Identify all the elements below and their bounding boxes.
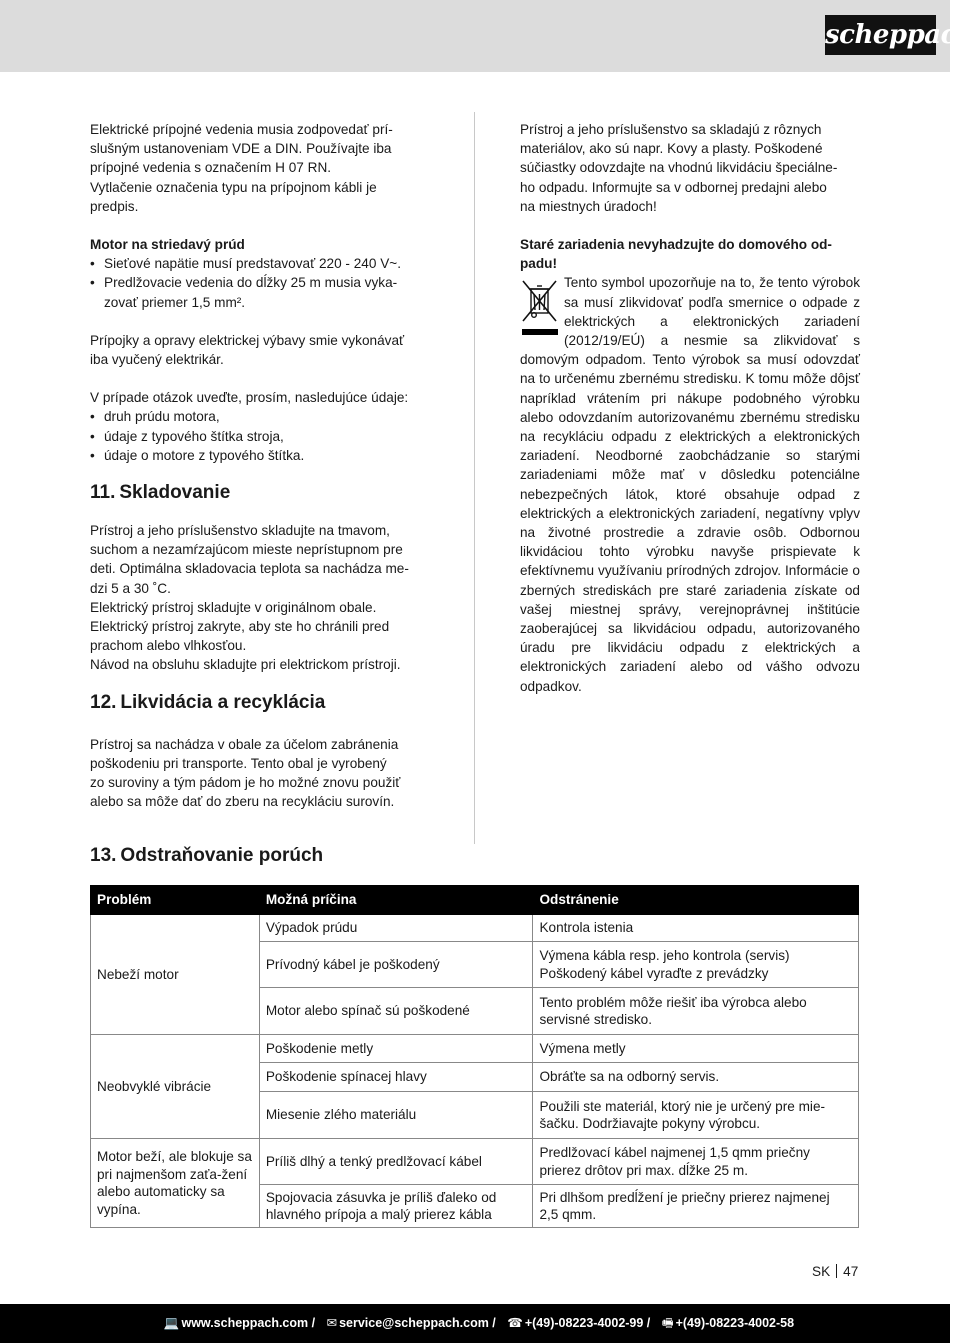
column-header: Možná príčina	[259, 886, 533, 915]
text-line: slušným ustanoveniam VDE a DIN. Používajte iba	[90, 141, 392, 157]
table-row	[91, 1139, 859, 1185]
fax-number: +(49)-08223-4002-58	[675, 1316, 795, 1330]
crossed-out-wheelie-bin-icon	[520, 277, 560, 339]
weee-notice	[520, 273, 860, 695]
website-link[interactable]: www.scheppach.com /	[181, 1316, 316, 1330]
disposal-text	[90, 735, 430, 812]
text-line: zo suroviny a tým pádom je ho možné znovu použiť	[90, 775, 401, 791]
cause-cell: Výpadok prúdu	[259, 915, 533, 942]
text-line: predpis.	[90, 198, 139, 214]
text-line: materiálov, ako sú napr. Kovy a plasty. Poškodené	[520, 141, 823, 157]
text-line: prachom alebo vlhkosťou.	[90, 638, 247, 654]
fix-cell: Predlžovací kábel najmenej 1,5 qmm priečny prierez drôtov pri max. dĺžke 25 m.	[533, 1139, 859, 1185]
text-line: Elektrický prístroj zakryte, aby ste ho chránili pred	[90, 619, 390, 635]
storage-text	[90, 521, 430, 675]
telephone-icon: ☎	[507, 1316, 523, 1330]
cause-cell: Príliš dlhý a tenký predlžovací kábel	[259, 1139, 533, 1185]
table-header-row	[91, 886, 859, 915]
fix-cell: Použili ste materiál, ktorý nie je určený pre mie-šačku. Dodržiavajte pokyny výrobcu.	[533, 1092, 859, 1139]
column-header: Problém	[91, 886, 260, 915]
text-line: Prípojky a opravy elektrickej výbavy smie vykonávať	[90, 332, 405, 348]
questions-bullet-list	[90, 407, 430, 465]
left-column	[90, 120, 430, 811]
text-line: Elektrické prípojné vedenia musia zodpovedať prí-	[90, 122, 393, 137]
email-link[interactable]: service@scheppach.com /	[339, 1316, 496, 1330]
text-line: na miestnych úradoch!	[520, 198, 657, 214]
page-number-value: 47	[843, 1264, 859, 1279]
cause-cell: Poškodenie metly	[259, 1035, 533, 1063]
connections-note	[90, 331, 430, 369]
questions-intro: V prípade otázok uveďte, prosím, nasledujúce údaje:	[90, 390, 409, 406]
section-12-heading	[90, 691, 430, 715]
text-line: poškodeniu pri transporte. Tento obal je vyrobený	[90, 755, 387, 771]
computer-icon: 💻	[163, 1316, 180, 1330]
list-item: • Sieťové napätie musí predstavovať 220 - 240 V~.	[90, 254, 430, 273]
section-title: Odstraňovanie porúch	[120, 845, 324, 866]
electrical-intro	[90, 120, 430, 216]
problem-cell: Neobvyklé vibrácie	[91, 1035, 260, 1139]
column-divider	[474, 112, 475, 844]
materials-intro	[520, 120, 860, 216]
weee-paragraph: Tento symbol upozorňuje na to, že tento výrobok sa musí zlikvidovať podľa smernice o odpade z elektrických a elektronických zariadení (2012/19/EÚ) a nesmie sa zlikvidovať s domovým odpadom. Tento výrobok sa musí odovzdať na to určenému zbernému stredisku. K tomu môže dôjsť napríklad vrátením pri nákupe podobného výrobku alebo odovzdaním autorizovanému zbernému stredisku na recykláciu odpadu z elektrických a elektronických zariadení. Neodborné zaobchádzanie so starými zariadeniami môže mať v dôsledku potenciálne nebezpečných látok, ktoré obsahuje odpad z elektrických a elektronických zariadení, negatívny vplyv na životné prostredie a zdravie osôb. Odbornou likvidáciou tohto výrobku navyše prispievate k efektívnemu využívaniu prírodných zdrojov. Informácie o zberných strediskách pre staré zariadenia získate od vašej miestnej správy, verejnoprávnej inštitúcie zaoberajúcej sa likvidáciou odpadu, autorizovaného úradu pre likvidáciu odpadu z elektrických a elektronických zariadení alebo od vášho odvozu odpadkov.	[520, 275, 860, 694]
text-line: Prístroj sa nachádza v obale za účelom zabránenia	[90, 736, 399, 752]
header-band	[0, 0, 950, 72]
text-line: Návod na obsluhu skladujte pri elektrickom prístroji.	[90, 657, 401, 673]
problem-cell: Nebeží motor	[91, 915, 260, 1035]
section-number: 13.	[90, 845, 117, 866]
section-number: 11.	[90, 482, 116, 504]
text-line: ho odpadu. Informujte sa v odbornej predajni alebo	[520, 179, 827, 195]
phone-number: +(49)-08223-4002-99 /	[524, 1316, 651, 1330]
list-item: • Predlžovacie vedenia do dĺžky 25 m musia vyka-zovať priemer 1,5 mm².	[90, 273, 430, 311]
cause-cell: Miesenie zlého materiálu	[259, 1092, 533, 1139]
column-header: Odstránenie	[533, 886, 859, 915]
motor-heading: Motor na striedavý prúd	[90, 237, 245, 253]
section-number: 12.	[90, 691, 117, 713]
section-title: Likvidácia a recyklácia	[120, 691, 326, 713]
text-line: alebo sa môže dať do zberu na recykláciu surovín.	[90, 794, 395, 810]
fax-icon: 🖷	[661, 1316, 674, 1330]
text-line: Prístroj a jeho príslušenstvo skladujte na tmavom,	[90, 523, 390, 539]
fix-cell: Výmena metly	[533, 1035, 859, 1063]
table-row	[91, 1035, 859, 1063]
fix-cell: Obráťte sa na odborný servis.	[533, 1063, 859, 1092]
text-line: Prístroj a jeho príslušenstvo sa skladajú z rôznych	[520, 122, 822, 137]
fix-cell: Výmena kábla resp. jeho kontrola (servis) Poškodený kábel vyraďte z prevádzky	[533, 942, 859, 988]
text-line: iba vyučený elektrikár.	[90, 352, 224, 368]
scheppach-logo: scheppach	[825, 15, 936, 55]
section-13-heading	[90, 844, 323, 868]
text-line: suchom a nezamŕzajúcom mieste neprístupnom pre	[90, 542, 403, 558]
list-item: • údaje o motore z typového štítka.	[90, 446, 430, 465]
envelope-icon: ✉	[326, 1316, 338, 1330]
text-line: súčiastky odovzdajte na vhodnú likvidáciu špeciálne-	[520, 160, 838, 176]
troubleshooting-table	[90, 885, 859, 1228]
right-column	[520, 120, 860, 696]
language-code: SK	[812, 1264, 831, 1279]
list-item: • druh prúdu motora,	[90, 407, 430, 426]
text-line: Elektrický prístroj skladujte v originálnom obale.	[90, 599, 377, 615]
fix-cell: Kontrola istenia	[533, 915, 859, 942]
page-number	[812, 1264, 858, 1279]
fix-cell: Tento problém môže riešiť iba výrobca alebo servisné stredisko.	[533, 988, 859, 1035]
footer-bar	[0, 1304, 950, 1343]
text-line: prípojné vedenia s označením H 07 RN.	[90, 160, 332, 176]
motor-bullet-list	[90, 254, 430, 312]
cause-cell: Spojovacia zásuvka je príliš ďaleko od hlavného prípoja a malý prierez kábla	[259, 1185, 533, 1228]
cause-cell: Motor alebo spínač sú poškodené	[259, 988, 533, 1035]
section-title: Skladovanie	[119, 482, 231, 504]
cause-cell: Prívodný kábel je poškodený	[259, 942, 533, 988]
divider	[836, 1264, 837, 1278]
text-line: deti. Optimálna skladovacia teplota sa nachádza me-	[90, 561, 409, 577]
cause-cell: Poškodenie spínacej hlavy	[259, 1063, 533, 1092]
old-devices-heading: Staré zariadenia nevyhadzujte do domového od-padu!	[520, 237, 832, 272]
table-row	[91, 915, 859, 942]
text-line: dzi 5 a 30 ˚C.	[90, 580, 171, 596]
text-line: Vytlačenie označenia typu na prípojnom kábli je	[90, 179, 377, 195]
list-item: • údaje z typového štítka stroja,	[90, 427, 430, 446]
fix-cell: Pri dlhšom predĺžení je priečny prierez najmenej 2,5 qmm.	[533, 1185, 859, 1228]
problem-cell: Motor beží, ale blokuje sa pri najmenšom zaťa-žení alebo automaticky sa vypína.	[91, 1139, 260, 1228]
section-11-heading	[90, 481, 430, 505]
